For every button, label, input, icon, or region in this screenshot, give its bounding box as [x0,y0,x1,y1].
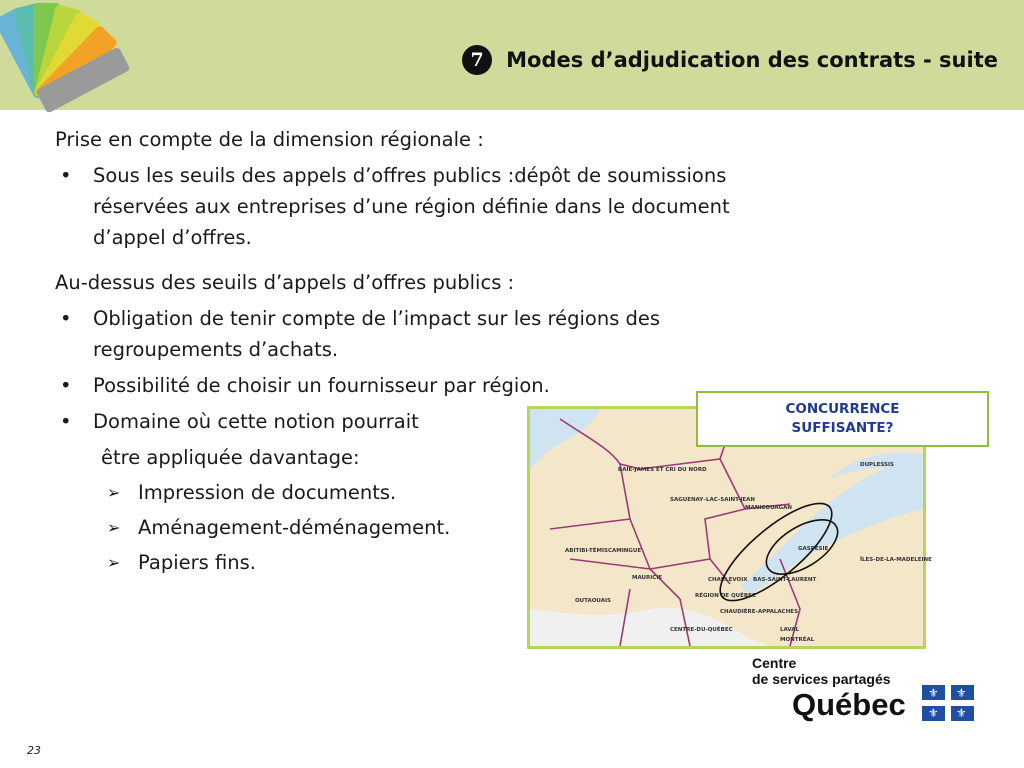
slide-title: Modes d’adjudication des contrats - suite [506,48,998,72]
csp-quebec-logo [752,655,982,725]
color-swatch-fan-logo [0,0,170,110]
map-label: CHARLEVOIX [708,577,748,583]
fleur-de-lis-icon: ⚜ [956,706,967,720]
callout-box [696,391,989,447]
bullet-dot: • [60,164,72,187]
map-label: ÎLES-DE-LA-MADELEINE [860,557,932,563]
arrow-bullet-icon: ➢ [107,553,121,572]
map-label: MANICOUAGAN [745,505,793,511]
map-label: BAS-SAINT-LAURENT [753,577,817,583]
bullet-text-line: regroupements d’achats. [93,338,339,361]
slide-title-group [462,40,998,80]
callout-line: CONCURRENCE [785,401,900,417]
bullet-obligation [55,303,935,365]
bullet-text-line: d’appel d’offres. [93,226,252,249]
header-band [0,0,1024,110]
callout-line: SUFFISANTE? [791,420,894,436]
logo-line: Centre [752,655,797,671]
bullet-dot: • [60,374,72,397]
arrow-bullet-icon: ➢ [107,518,121,537]
map-label: OUTAOUAIS [575,598,611,604]
fleur-de-lis-icon: ⚜ [928,706,939,720]
sub-item-label: Papiers fins. [138,551,256,574]
bullet-text-line: réservées aux entreprises d’une région définie dans le document [93,195,730,218]
bullet-text-line: Obligation de tenir compte de l’impact sur les régions des [93,307,661,330]
map-label: CHAUDIÈRE-APPALACHES [720,609,799,615]
fleur-de-lis-icon: ⚜ [928,686,939,700]
map-label: MAURICIE [632,575,663,581]
map-label: MONTRÉAL [780,637,815,643]
page-number: 23 [27,744,41,757]
heading-above-threshold: Au-dessus des seuils d’appels d’offres publics : [55,271,515,294]
heading-regional: Prise en compte de la dimension régionale : [55,128,484,151]
sub-item-label: Aménagement-déménagement. [138,516,451,539]
quebec-flag-icon [922,685,974,721]
map-label: BAIE-JAMES ET CRI DU NORD [618,467,707,473]
bullet-text-line: Possibilité de choisir un fournisseur par région. [93,374,550,397]
logo-wordmark: Québec [792,687,906,722]
sub-item-label: Impression de documents. [138,481,397,504]
bullet-below-threshold [55,160,935,253]
bullet-domain-continuation: être appliquée davantage: [101,446,360,469]
map-label: LAVAL [780,627,800,633]
bullet-dot: • [60,307,72,330]
slide-number-badge: 7 [462,45,492,75]
bullet-text-line: Sous les seuils des appels d’offres publics :dépôt de soumissions [93,164,727,187]
bullet-text-line: Domaine où cette notion pourrait [93,410,419,433]
map-label: ABITIBI-TÉMISCAMINGUE [565,548,642,554]
logo-line: de services partagés [752,671,891,687]
bullet-dot: • [60,410,72,433]
map-label: DUPLESSIS [860,462,895,468]
fleur-de-lis-icon: ⚜ [956,686,967,700]
map-label: SAGUENAY–LAC-SAINT-JEAN [670,497,755,503]
arrow-bullet-icon: ➢ [107,483,121,502]
map-label: GASPÉSIE [798,546,829,552]
map-label: RÉGION DE QUÉBEC [695,593,756,599]
map-label: CENTRE-DU-QUÉBEC [670,627,733,633]
